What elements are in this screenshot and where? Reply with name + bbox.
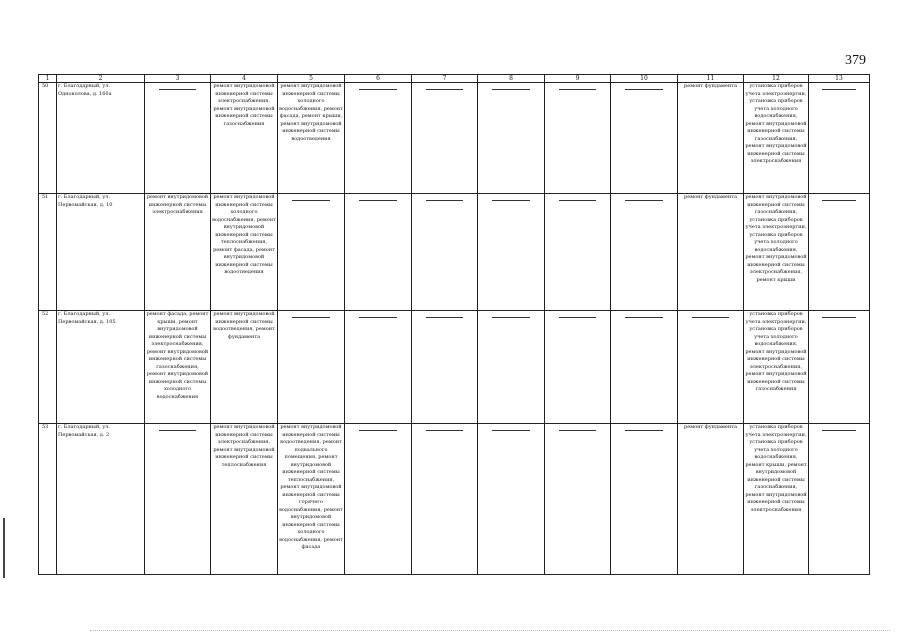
dash-mark (625, 430, 663, 431)
dash-mark (426, 200, 464, 201)
column-header: 5 (278, 75, 345, 83)
cell-col10 (611, 424, 678, 575)
dash-mark (559, 89, 597, 90)
cell-col9 (545, 194, 611, 311)
cell-col13 (809, 311, 870, 424)
column-header: 8 (478, 75, 545, 83)
dash-mark (625, 200, 663, 201)
column-header: 2 (57, 75, 145, 83)
cell-col4: ремонт внутридомовой инженерной системы электроснабжения, ремонт внутридомовой инженерной системы теплоснабжения (211, 424, 278, 575)
table-row (39, 83, 870, 194)
cell-col13 (809, 424, 870, 575)
cell-col3 (145, 83, 211, 194)
row-address: г. Благодарный, ул. Первомайская, д. 2 (57, 424, 145, 575)
dash-mark (292, 200, 330, 201)
column-header: 1 (39, 75, 57, 83)
cell-col6 (345, 194, 412, 311)
cell-col4: ремонт внутридомовой инженерной системы электроснабжения, ремонт внутридомовой инженерной системы газоснабжения (211, 83, 278, 194)
dash-mark (492, 317, 530, 318)
dash-mark (625, 89, 663, 90)
column-header: 10 (611, 75, 678, 83)
cell-col6 (345, 424, 412, 575)
dash-mark (426, 317, 464, 318)
cell-col12: установка приборов учета электроэнергии, установка приборов учета холодного водоснабжения, ремонт внутридомовой инженерной системы электроснабжения, ремонт внутридомовой инженерной системы газоснабжения (744, 311, 809, 424)
cell-col3 (145, 424, 211, 575)
cell-col6 (345, 83, 412, 194)
dash-mark (559, 200, 597, 201)
cell-col11 (678, 311, 744, 424)
scan-footer-noise (90, 630, 890, 632)
cell-col4: ремонт внутридомовой инженерной системы холодного водоснабжения, ремонт внутридомовой инженерной системы теплоснабжения, ремонт фасада, ремонт внутридомовой инженерной системы водоотведения (211, 194, 278, 311)
cell-col5 (278, 194, 345, 311)
cell-col13 (809, 194, 870, 311)
cell-col10 (611, 194, 678, 311)
table-row (39, 424, 870, 575)
dash-mark (492, 89, 530, 90)
dash-mark (359, 89, 397, 90)
cell-col5: ремонт внутридомовой инженерной системы холодного водоснабжения, ремонт фасада, ремонт крыши, ремонт внутридомовой инженерной системы водоотведения (278, 83, 345, 194)
repair-schedule-table (38, 74, 870, 575)
dash-mark (426, 89, 464, 90)
dash-mark (426, 430, 464, 431)
dash-mark (559, 317, 597, 318)
cell-col7 (412, 424, 478, 575)
cell-col10 (611, 311, 678, 424)
cell-col3: ремонт внутридомовой инженерной системы электроснабжения (145, 194, 211, 311)
cell-col11: ремонт фундамента (678, 194, 744, 311)
column-header: 7 (412, 75, 478, 83)
cell-col7 (412, 83, 478, 194)
cell-col13 (809, 83, 870, 194)
cell-col9 (545, 83, 611, 194)
cell-col8 (478, 311, 545, 424)
header-row (39, 75, 870, 83)
column-header: 11 (678, 75, 744, 83)
row-address: г. Благодарный, ул. Первомайская, д. 105 (57, 311, 145, 424)
column-header: 4 (211, 75, 278, 83)
dash-mark (822, 430, 857, 431)
cell-col12: установка приборов учета электроэнергии, установка приборов учета холодного водоснабжения, ремонт крыши, ремонт внутридомовой инженерной системы газоснабжения, ремонт внутридомовой инженерной системы электроснабжения (744, 424, 809, 575)
cell-col5 (278, 311, 345, 424)
cell-col7 (412, 194, 478, 311)
page-number: 379 (845, 53, 866, 68)
dash-mark (359, 200, 397, 201)
cell-col7 (412, 311, 478, 424)
row-number: 52 (39, 311, 57, 424)
dash-mark (359, 430, 397, 431)
table-row (39, 311, 870, 424)
cell-col8 (478, 194, 545, 311)
column-header: 9 (545, 75, 611, 83)
scan-edge-mark (3, 518, 5, 578)
column-header: 6 (345, 75, 412, 83)
cell-col12: установка приборов учета электроэнергии, установка приборов учета холодного водоснабжения, ремонт внутридомовой инженерной системы газоснабжения, ремонт внутридомовой инженерной системы электроснабжения (744, 83, 809, 194)
row-number: 51 (39, 194, 57, 311)
dash-mark (822, 89, 857, 90)
row-address: г. Благодарный, ул. Одноколова, д. 160а (57, 83, 145, 194)
dash-mark (559, 430, 597, 431)
dash-mark (492, 200, 530, 201)
row-number: 53 (39, 424, 57, 575)
cell-col4: ремонт внутридомовой инженерной системы водоотведения, ремонт фундамента (211, 311, 278, 424)
column-header: 13 (809, 75, 870, 83)
column-header: 3 (145, 75, 211, 83)
dash-mark (822, 317, 857, 318)
cell-col11: ремонт фундамента (678, 83, 744, 194)
cell-col5: ремонт внутридомовой инженерной системы водоотведения, ремонт подвального помещения, ремонт внутридомовой инженерной системы теплоснабжения, ремонт внутридомовой инженерной системы горячего водоснабжения, ремонт внутридомовой инженерной системы холодного водоснабжения, ремонт фасада (278, 424, 345, 575)
row-number: 50 (39, 83, 57, 194)
cell-col8 (478, 83, 545, 194)
dash-mark (692, 317, 730, 318)
dash-mark (625, 317, 663, 318)
dash-mark (159, 89, 197, 90)
dash-mark (292, 317, 330, 318)
cell-col8 (478, 424, 545, 575)
cell-col6 (345, 311, 412, 424)
cell-col9 (545, 424, 611, 575)
cell-col3: ремонт фасада, ремонт крыши, ремонт внутридомовой инженерной системы электроснабжения, ремонт внутридомовой инженерной системы газоснабжения, ремонт внутридомовой инженерной системы холодного водоснабжения (145, 311, 211, 424)
cell-col9 (545, 311, 611, 424)
dash-mark (159, 430, 197, 431)
dash-mark (359, 317, 397, 318)
dash-mark (822, 200, 857, 201)
dash-mark (492, 430, 530, 431)
column-header: 12 (744, 75, 809, 83)
cell-col11: ремонт фундамента (678, 424, 744, 575)
cell-col10 (611, 83, 678, 194)
cell-col12: ремонт внутридомовой инженерной системы газоснабжения, установка приборов учета электроэнергии, установка приборов учета холодного водоснабжения, ремонт внутридомовой инженерной системы электроснабжения, ремонт крыши (744, 194, 809, 311)
table-row (39, 194, 870, 311)
row-address: г. Благодарный, ул. Первомайская, д. 10 (57, 194, 145, 311)
